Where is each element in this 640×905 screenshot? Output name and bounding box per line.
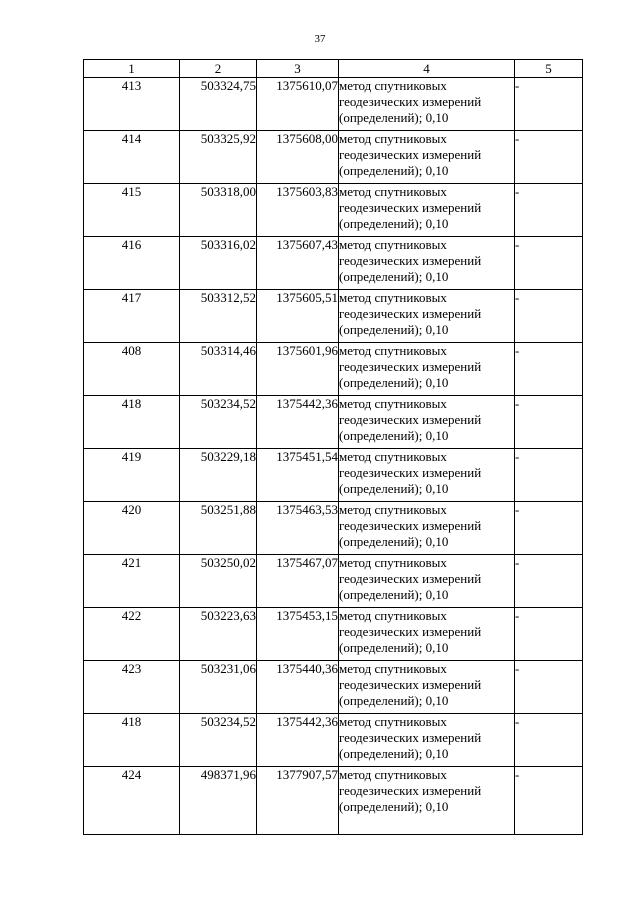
table-row [84,555,583,608]
note-cell: - [515,396,583,449]
note-cell: - [515,555,583,608]
method-description: метод спутниковых геодезических измерений (определений); 0,10 [339,661,515,714]
note-cell: - [515,184,583,237]
column-header-3: 3 [257,60,339,78]
note-cell: - [515,237,583,290]
note-cell: - [515,502,583,555]
point-number: 414 [84,131,180,184]
coordinate-x: 503314,46 [180,343,257,396]
coordinate-y: 1375467,07 [257,555,339,608]
method-description: метод спутниковых геодезических измерений (определений); 0,10 [339,396,515,449]
coordinate-y: 1375442,36 [257,714,339,767]
point-number: 416 [84,237,180,290]
note-cell: - [515,343,583,396]
note-cell: - [515,608,583,661]
method-description: метод спутниковых геодезических измерений (определений); 0,10 [339,608,515,661]
table-row [84,661,583,714]
note-cell: - [515,661,583,714]
point-number: 418 [84,714,180,767]
point-number: 422 [84,608,180,661]
coordinate-x: 503250,02 [180,555,257,608]
method-description: метод спутниковых геодезических измерений (определений); 0,10 [339,131,515,184]
page-number: 37 [314,33,326,45]
coordinate-x: 503231,06 [180,661,257,714]
coordinate-x: 503223,63 [180,608,257,661]
point-number: 419 [84,449,180,502]
point-number: 420 [84,502,180,555]
coordinate-y: 1375440,36 [257,661,339,714]
note-cell: - [515,767,583,835]
coordinate-x: 498371,96 [180,767,257,835]
table-row [84,78,583,131]
coordinate-x: 503312,52 [180,290,257,343]
method-description: метод спутниковых геодезических измерений (определений); 0,10 [339,343,515,396]
table-header-row [84,60,583,78]
coordinate-y: 1375601,96 [257,343,339,396]
coordinate-x: 503318,00 [180,184,257,237]
method-description: метод спутниковых геодезических измерений (определений); 0,10 [339,290,515,343]
coordinate-y: 1375442,36 [257,396,339,449]
column-header-2: 2 [180,60,257,78]
point-number: 418 [84,396,180,449]
point-number: 417 [84,290,180,343]
note-cell: - [515,449,583,502]
coordinate-y: 1375610,07 [257,78,339,131]
coordinate-y: 1375451,54 [257,449,339,502]
method-description: метод спутниковых геодезических измерений (определений); 0,10 [339,184,515,237]
column-header-4: 4 [339,60,515,78]
method-description: метод спутниковых геодезических измерений (определений); 0,10 [339,502,515,555]
note-cell: - [515,78,583,131]
coordinate-y: 1377907,57 [257,767,339,835]
coordinate-y: 1375607,43 [257,237,339,290]
coordinate-x: 503316,02 [180,237,257,290]
table-row [84,184,583,237]
method-description: метод спутниковых геодезических измерений (определений); 0,10 [339,714,515,767]
note-cell: - [515,290,583,343]
coordinate-y: 1375608,00 [257,131,339,184]
table-row [84,237,583,290]
coordinate-x: 503234,52 [180,714,257,767]
table-row [84,290,583,343]
coordinate-x: 503325,92 [180,131,257,184]
coordinate-y: 1375605,51 [257,290,339,343]
table-row [84,396,583,449]
coordinate-y: 1375463,53 [257,502,339,555]
table-row [84,449,583,502]
coordinate-x: 503234,52 [180,396,257,449]
note-cell: - [515,131,583,184]
coordinates-table [83,59,583,835]
column-header-1: 1 [84,60,180,78]
coordinate-y: 1375453,15 [257,608,339,661]
point-number: 408 [84,343,180,396]
coordinate-x: 503229,18 [180,449,257,502]
point-number: 423 [84,661,180,714]
table-row [84,343,583,396]
method-description: метод спутниковых геодезических измерений (определений); 0,10 [339,78,515,131]
column-header-5: 5 [515,60,583,78]
method-description: метод спутниковых геодезических измерений (определений); 0,10 [339,555,515,608]
table-row [84,767,583,835]
point-number: 413 [84,78,180,131]
coordinate-x: 503324,75 [180,78,257,131]
method-description: метод спутниковых геодезических измерений (определений); 0,10 [339,237,515,290]
table-row [84,502,583,555]
table-row [84,714,583,767]
coordinate-x: 503251,88 [180,502,257,555]
coordinate-y: 1375603,83 [257,184,339,237]
point-number: 415 [84,184,180,237]
table-row [84,131,583,184]
table-row [84,608,583,661]
method-description: метод спутниковых геодезических измерений (определений); 0,10 [339,767,515,835]
note-cell: - [515,714,583,767]
point-number: 421 [84,555,180,608]
method-description: метод спутниковых геодезических измерений (определений); 0,10 [339,449,515,502]
point-number: 424 [84,767,180,835]
